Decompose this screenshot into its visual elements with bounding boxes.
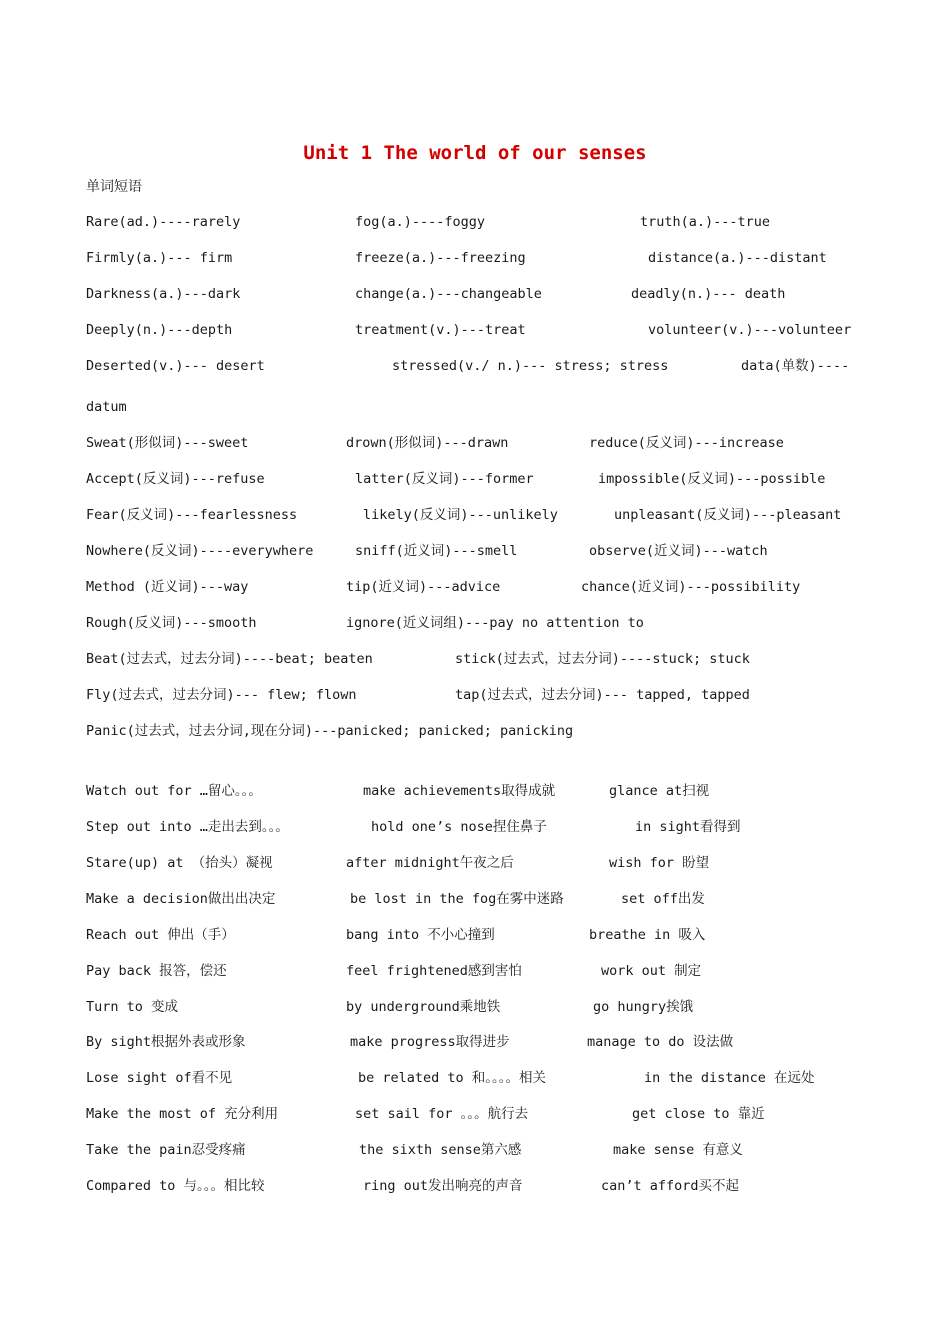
vocab-cell: latter(反义词)---former (355, 471, 534, 487)
phrase-cell: Step out into …走出去到。。。 (86, 819, 289, 835)
phrase-cell: make achievements取得成就 (363, 783, 556, 799)
phrase-cell: Reach out 伸出（手） (86, 927, 235, 943)
vocab-cell: Deserted(v.)--- desert (86, 358, 265, 374)
vocab-cell: deadly(n.)--- death (631, 286, 786, 302)
vocab-cell: Rare(ad.)----rarely (86, 214, 241, 230)
phrase-cell: bang into 不小心撞到 (346, 927, 495, 943)
vocab-cell: Darkness(a.)---dark (86, 286, 241, 302)
vocab-cell: freeze(a.)---freezing (355, 250, 526, 266)
vocab-cell: Fly(过去式，过去分词)--- flew; flown (86, 687, 357, 703)
vocab-cell: observe(近义词)---watch (589, 543, 768, 559)
vocab-cell: reduce(反义词)---increase (589, 435, 784, 451)
page-title: Unit 1 The world of our senses (303, 142, 647, 164)
phrase-cell: the sixth sense第六感 (359, 1142, 522, 1158)
phrase-cell: glance at扫视 (609, 783, 710, 799)
phrase-cell: in the distance 在远处 (644, 1070, 815, 1086)
vocab-cell: Accept(反义词)---refuse (86, 471, 265, 487)
phrase-cell: wish for 盼望 (609, 855, 710, 871)
phrase-cell: Pay back 报答，偿还 (86, 963, 227, 979)
phrase-cell: set off出发 (621, 891, 705, 907)
section-label: 单词短语 (86, 179, 142, 195)
vocab-cell: Fear(反义词)---fearlessness (86, 507, 298, 523)
phrase-cell: ring out发出响亮的声音 (363, 1178, 523, 1194)
vocab-cell: treatment(v.)---treat (355, 322, 526, 338)
phrase-cell: Turn to 变成 (86, 999, 179, 1015)
vocab-cell: drown(形似词)---drawn (346, 435, 509, 451)
phrase-cell: Compared to 与。。。相比较 (86, 1178, 265, 1194)
vocab-cell: ignore(近义词组)---pay no attention to (346, 615, 644, 631)
phrase-cell: Lose sight of看不见 (86, 1070, 233, 1086)
phrase-cell: can’t afford买不起 (601, 1178, 740, 1194)
phrase-cell: By sight根据外表或形象 (86, 1034, 246, 1050)
vocab-cell: Rough(反义词)---smooth (86, 615, 257, 631)
vocab-cell: sniff(近义词)---smell (355, 543, 518, 559)
phrase-cell: in sight看得到 (635, 819, 741, 835)
vocab-cell: stick(过去式，过去分词)----stuck; stuck (455, 651, 750, 667)
phrase-cell: Make the most of 充分利用 (86, 1106, 279, 1122)
phrase-cell: Make a decision做出出决定 (86, 891, 276, 907)
vocab-cell: volunteer(v.)---volunteer (648, 322, 852, 338)
phrase-cell: make sense 有意义 (613, 1142, 743, 1158)
vocab-cell: chance(近义词)---possibility (581, 579, 801, 595)
vocab-cell: Nowhere(反义词)----everywhere (86, 543, 314, 559)
phrase-cell: by underground乘地铁 (346, 999, 501, 1015)
vocab-cell: tip(近义词)---advice (346, 579, 501, 595)
vocab-cell: stressed(v./ n.)--- stress; stress (392, 358, 669, 374)
vocab-cell: Beat(过去式，过去分词)----beat; beaten (86, 651, 373, 667)
phrase-cell: be lost in the fog在雾中迷路 (350, 891, 564, 907)
phrase-cell: make progress取得进步 (350, 1034, 510, 1050)
phrase-cell: manage to do 设法做 (587, 1034, 734, 1050)
vocab-cell: tap(过去式，过去分词)--- tapped, tapped (455, 687, 750, 703)
phrase-cell: Watch out for …留心。。。 (86, 783, 262, 799)
vocab-cell: Firmly(a.)--- firm (86, 250, 233, 266)
vocab-cell: data(单数)---- (741, 358, 850, 374)
vocab-cell: Panic(过去式，过去分词,现在分词)---panicked; panicked; panicking (86, 723, 574, 739)
phrase-cell: work out 制定 (601, 963, 702, 979)
vocab-cell: change(a.)---changeable (355, 286, 542, 302)
vocab-cell: distance(a.)---distant (648, 250, 827, 266)
phrase-cell: get close to 靠近 (632, 1106, 765, 1122)
vocab-cell: unpleasant(反义词)---pleasant (614, 507, 842, 523)
phrase-cell: breathe in 吸入 (589, 927, 706, 943)
phrase-cell: set sail for 。。。航行去 (355, 1106, 529, 1122)
phrase-cell: hold one’s nose捏住鼻子 (371, 819, 547, 835)
phrase-cell: feel frightened感到害怕 (346, 963, 522, 979)
vocab-cell: fog(a.)----foggy (355, 214, 486, 230)
phrase-cell: be related to 和。。。。相关 (358, 1070, 547, 1086)
vocab-cell: truth(a.)---true (640, 214, 771, 230)
vocab-cell: Method (近义词)---way (86, 579, 249, 595)
vocab-cell: Deeply(n.)---depth (86, 322, 233, 338)
phrase-cell: Stare(up) at （抬头）凝视 (86, 855, 273, 871)
vocab-cell: impossible(反义词)---possible (598, 471, 826, 487)
vocab-cell: likely(反义词)---unlikely (363, 507, 558, 523)
phrase-cell: after midnight午夜之后 (346, 855, 514, 871)
phrase-cell: Take the pain忍受疼痛 (86, 1142, 246, 1158)
vocab-cell: Sweat(形似词)---sweet (86, 435, 249, 451)
phrase-cell: go hungry挨饿 (593, 999, 694, 1015)
vocab-cell: datum (86, 399, 127, 415)
